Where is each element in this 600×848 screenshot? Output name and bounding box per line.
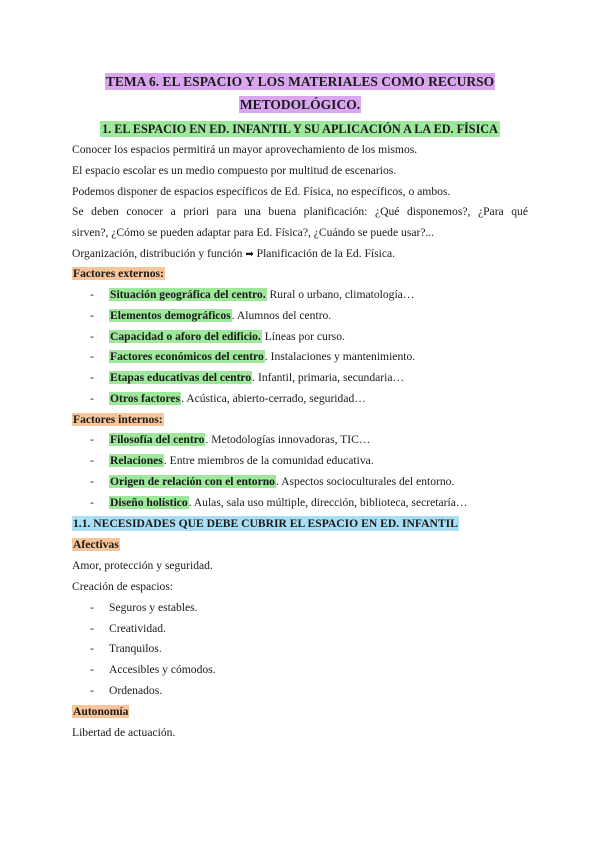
intro-line-arrow [72,246,395,263]
item-key: Filosofía del centro [110,433,205,446]
list-item [90,641,162,657]
bullet-dash: - [90,642,94,655]
item-text: Líneas por curso. [261,330,345,343]
title-line-2 [0,96,600,114]
item-key: Otros factores [110,392,181,405]
intro-line: Se deben conocer a priori para una buena planificación: ¿Qué disponemos?, ¿Para qué [72,205,528,218]
item-text: . Instalaciones y mantenimiento. [264,350,416,363]
afectivas-label-text: Afectivas [73,538,119,551]
bullet-dash: - [90,433,94,446]
item-text: . Alumnos del centro. [231,309,332,322]
bullet-dash: - [90,330,94,343]
bullet-dash: - [90,475,94,488]
item-text: Accesibles y cómodos. [109,663,216,676]
bullet-dash: - [90,350,94,363]
list-item [90,370,404,386]
list-item [90,287,414,303]
title-line-1 [0,73,600,91]
item-key: Factores económicos del centro [110,350,264,363]
list-item [90,349,415,365]
list-item [90,600,198,616]
list-item [90,391,366,407]
intro-text: Organización, distribución y función [72,247,243,260]
item-text: . Aulas, sala uso múltiple, dirección, biblioteca, secretaría… [188,496,468,509]
item-key: Diseño holístico [110,496,188,509]
list-item [90,621,166,637]
bullet-dash: - [90,684,94,697]
list-item [90,432,370,448]
item-text: Tranquilos. [109,642,162,655]
intro-line: Podemos disponer de espacios específicos de Ed. Física, no específicos, o ambos. [72,185,451,198]
item-text: . Infantil, primaria, secundaria… [252,371,405,384]
title-text-2: METODOLÓGICO. [239,97,361,112]
list-item [90,495,467,511]
item-key: Situación geográfica del centro. [110,288,266,301]
autonomia-text: Libertad de actuación. [72,726,176,739]
autonomia-label [72,704,129,720]
bullet-dash: - [90,288,94,301]
bullet-dash: - [90,371,94,384]
intro-line: El espacio escolar es un medio compuesto por multitud de escenarios. [72,164,397,177]
subsection-heading [72,516,459,532]
bullet-dash: - [90,454,94,467]
item-text: . Acústica, abierto-cerrado, seguridad… [181,392,366,405]
creacion-text: Creación de espacios: [72,580,174,593]
item-text: Creatividad. [109,622,166,635]
bullet-dash: - [90,392,94,405]
externos-label-text: Factores externos: [73,267,164,280]
afectivas-label [72,537,120,553]
title-text-1: TEMA 6. EL ESPACIO Y LOS MATERIALES COMO RECURSO [105,74,495,89]
item-text: . Metodologías innovadoras, TIC… [205,433,371,446]
item-key: Relaciones [110,454,163,467]
item-key: Capacidad o aforo del edificio. [110,330,261,343]
section-heading-1 [0,120,600,138]
item-key: Origen de relación con el entorno [110,475,275,488]
item-text: . Aspectos socioculturales del entorno. [275,475,455,488]
item-text: Rural o urbano, climatología… [266,288,415,301]
bullet-dash: - [90,622,94,635]
arrow-right-icon: ➡ [245,249,254,260]
afectivas-text: Amor, protección y seguridad. [72,559,213,572]
list-item [90,308,331,324]
bullet-dash: - [90,601,94,614]
item-text: Seguros y estables. [109,601,198,614]
intro-line: Conocer los espacios permitirá un mayor aprovechamiento de los mismos. [72,143,418,156]
bullet-dash: - [90,663,94,676]
bullet-dash: - [90,309,94,322]
intro-text: Planificación de la Ed. Física. [256,247,396,260]
list-item [90,329,345,345]
list-item [90,453,374,469]
internos-label [72,412,164,428]
autonomia-label-text: Autonomía [73,705,129,718]
item-key: Elementos demográficos [110,309,231,322]
bullet-dash: - [90,496,94,509]
list-item [90,474,454,490]
list-item [90,683,162,699]
list-item [90,662,216,678]
item-text: . Entre miembros de la comunidad educativa. [163,454,374,467]
internos-label-text: Factores internos: [73,413,163,426]
section-heading-text: 1. EL ESPACIO EN ED. INFANTIL Y SU APLICACIÓN A LA ED. FÍSICA [102,122,498,136]
item-key: Etapas educativas del centro [110,371,252,384]
item-text: Ordenados. [109,684,163,697]
intro-line: sirven?, ¿Cómo se pueden adaptar para Ed. Física?, ¿Cuándo se puede usar?... [72,226,435,239]
subsection-heading-text: 1.1. NECESIDADES QUE DEBE CUBRIR EL ESPACIO EN ED. INFANTIL [73,517,458,530]
externos-label [72,266,165,282]
